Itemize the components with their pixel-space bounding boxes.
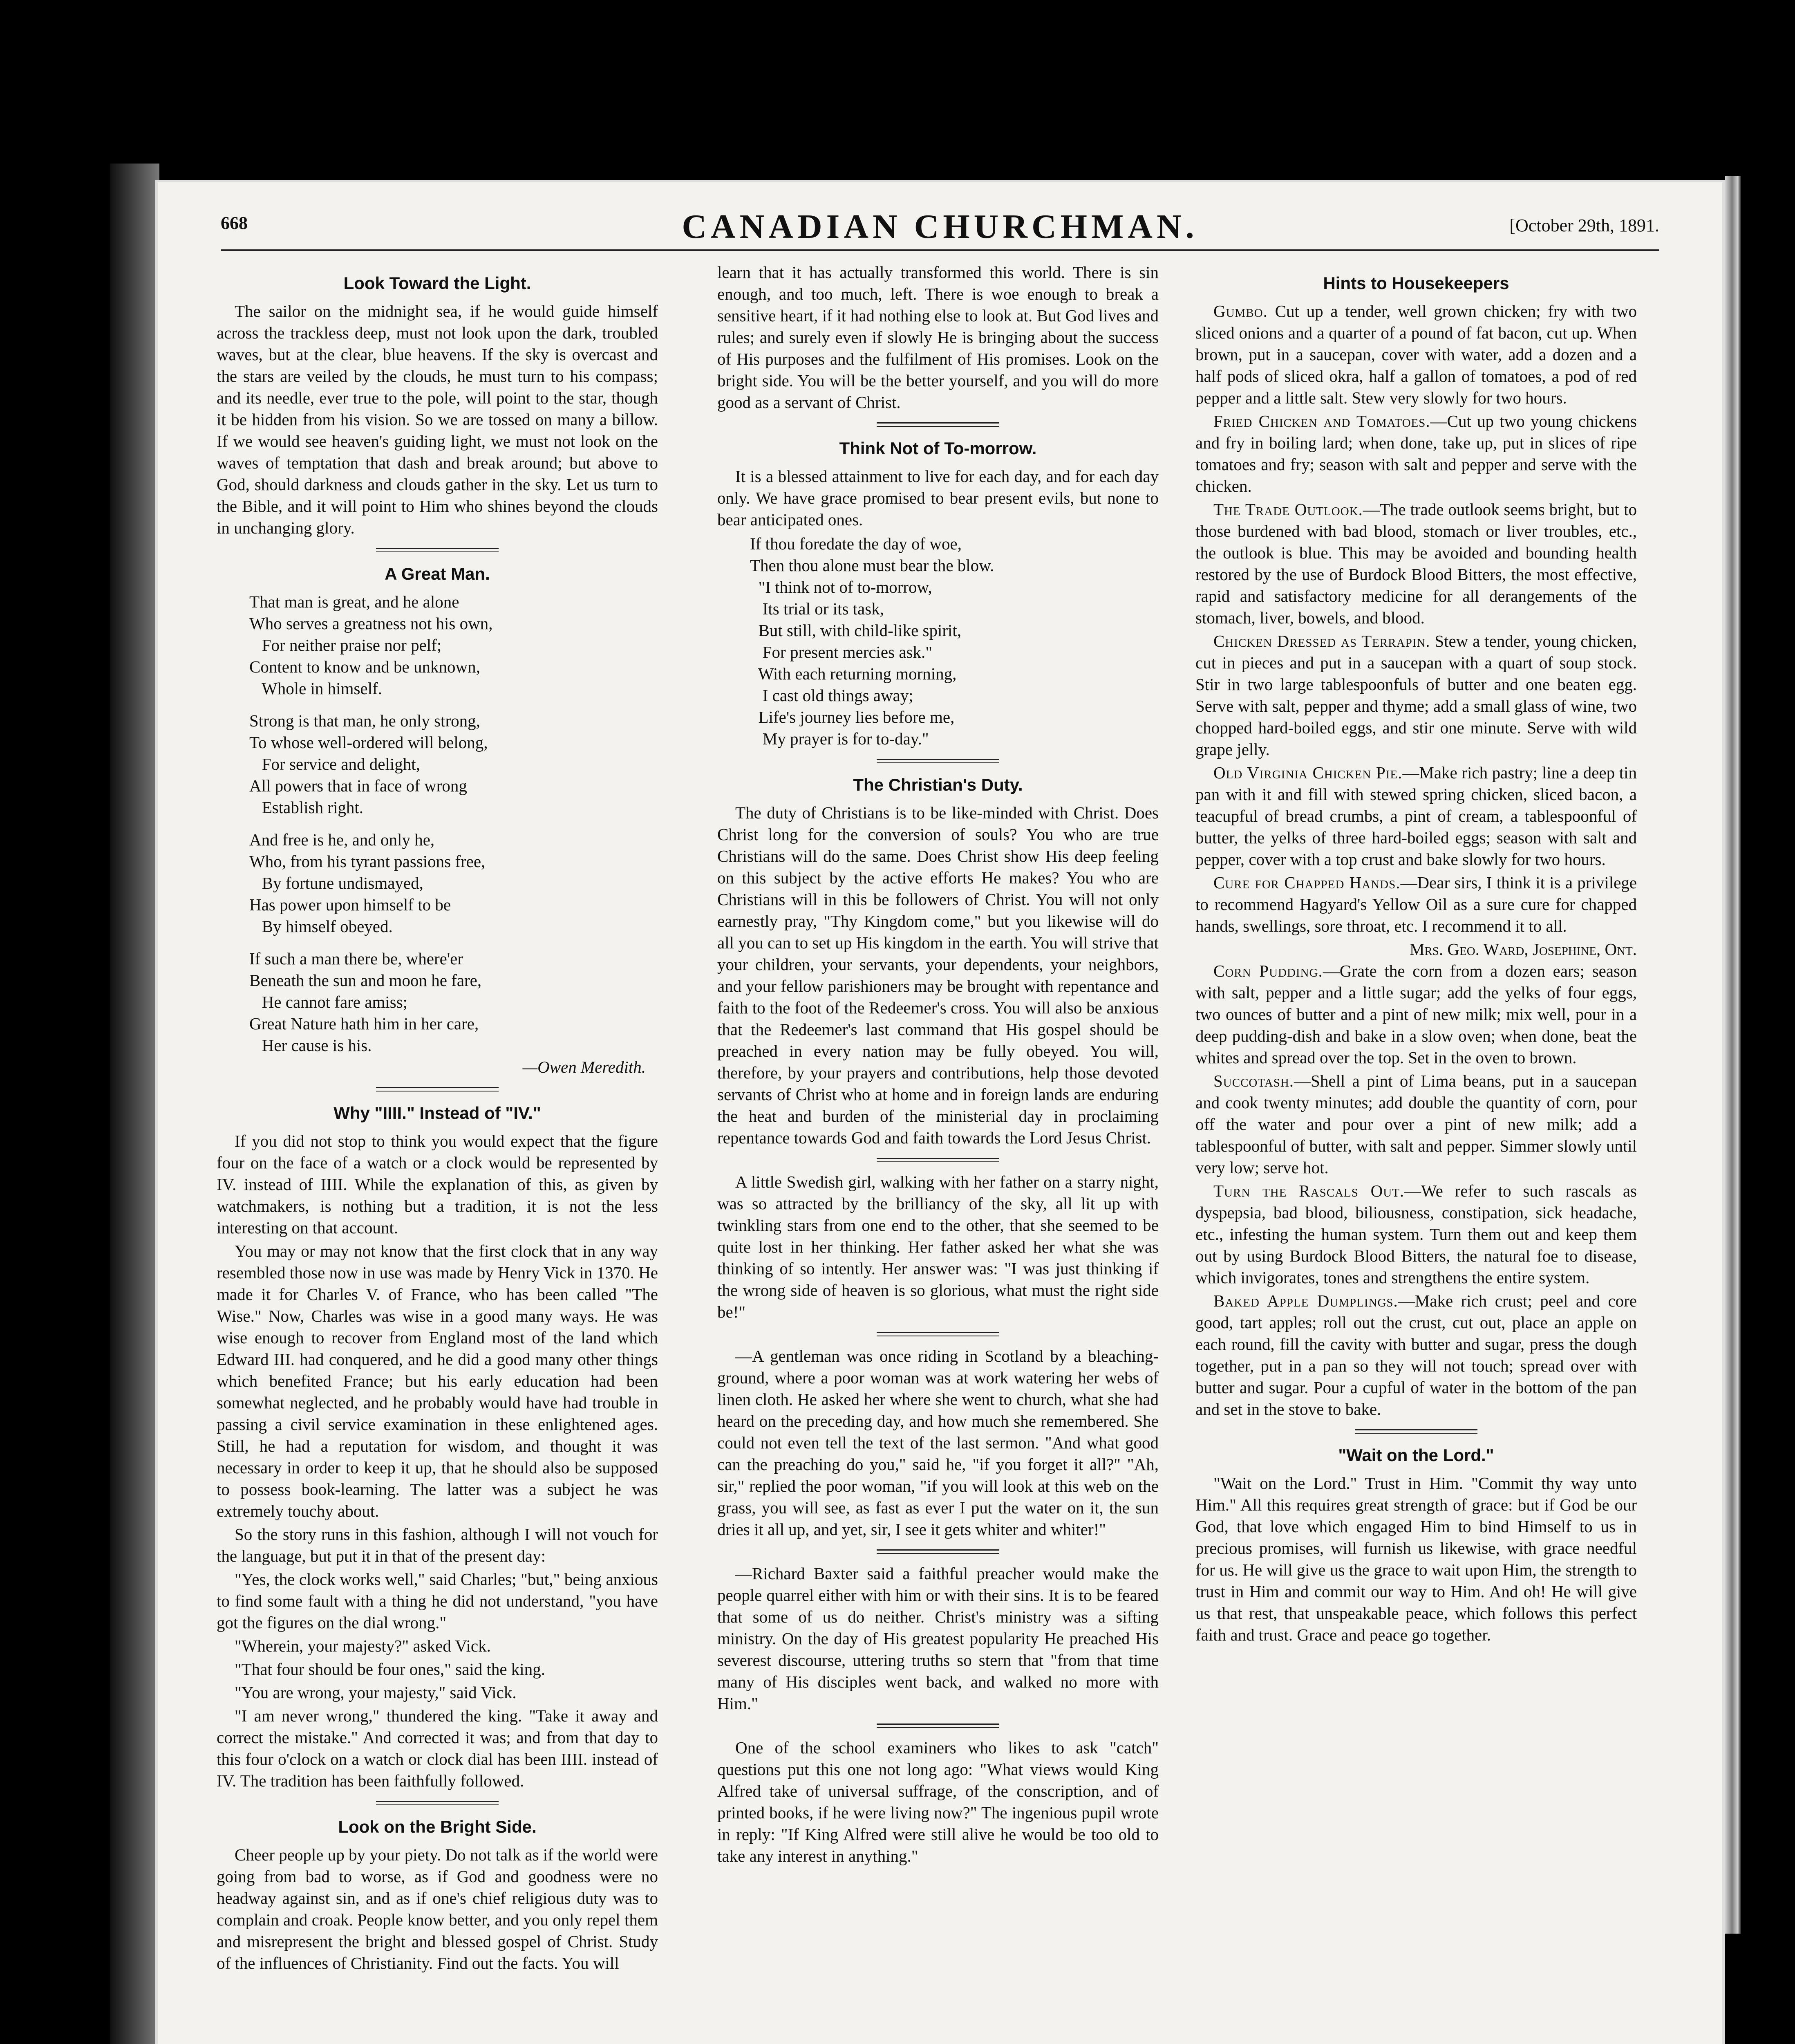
verse-line: Then thou alone must bear the blow. (750, 556, 994, 575)
article-title: "Wait on the Lord." (1338, 1446, 1494, 1465)
column-1 (217, 262, 658, 1976)
recipe-name: The Trade Outlook. (1213, 500, 1363, 519)
page-number: 668 (221, 213, 248, 233)
article-paragraph: A little Swedish girl, walking with her father on a starry night, was so attracted by the brilliancy of the sky, all lit up with twinkling stars from one end to the other, that she seemed to be quite lost in her thinking. Her father asked her what she was thinking of so intently. Her answer was: "I was just thinking if the wrong side of heaven is so glorious, what must the right side be!" (717, 1172, 1159, 1321)
article-paragraph: —A gentleman was once riding in Scotland by a bleaching-ground, where a poor woman was at work watering her webs of linen cloth. He asked her where she went to church, what she had heard on the preceding day, and how much she remembered. She could not even tell the text of the last sermon. "And what good can the preaching do you," said he, "if you forget it all?" "Ah, sir," replied the poor woman, "if you will look at this web on the grass, you will see, as fast as ever I put the water on it, the sun dries it all up, and yet, sir, I see it gets whiter and whiter!" (717, 1347, 1159, 1539)
recipe-text: —Make rich crust; peel and core good, tart apples; roll out the crust, cut out, place an apple on each round, fill the cavity with butter and sugar, press the dough together, put in a pan so they will not touch; spread over with butter and sugar. Pour a cupful of water in the bottom of the pan and set in the stove to bake. (1195, 1291, 1637, 1419)
verse-line: For present mercies ask." (750, 643, 932, 661)
article-paragraph: You may or may not know that the first clock that in any way resembled those now in use was made by Henry Vick in 1370. He made it for Charles V. of France, who has been called "The Wise." Now, Charles was wise in a good many ways. He was wise enough to recover from England most of the land which Edward III. had conquered, and he did a good many other things which benefited France; but his early education had been somewhat neglected, and he probably would have had trouble in passing a civil service examination in these enlightened ages. Still, he had a reputation for wisdom, and thought it was necessary in order to keep it up, that he should also be supposed to possess book-learning. The latter was a subject he was extremely touchy about. (217, 1242, 658, 1520)
column-2 (717, 262, 1159, 1869)
recipe-name: Turn the Rascals Out. (1213, 1181, 1405, 1200)
section-divider (877, 1332, 999, 1336)
continued-paragraph: learn that it has actually transformed this world. There is sin enough, and too much, left. There is woe enough to break a sensitive heart, if it had nothing else to look at. But God lives and rules; and surely even if slowly He is bringing about the success of His purposes and the fulfilment of His promises. Look on the bright side. You will be the better yourself, and you will do more good as a servant of Christ. (717, 263, 1159, 412)
page-header (221, 208, 1659, 246)
verse-line: Beneath the sun and moon he fare, (249, 971, 482, 990)
article-title: Why "IIII." Instead of "IV." (333, 1103, 541, 1123)
recipe-entry (1195, 630, 1637, 760)
article-paragraph: "Wait on the Lord." Trust in Him. "Commit thy way unto Him." All this requires great strength of grace: but if God be our God, that love which engaged Him to bind Himself to us in precious promises, will furnish us likewise, with grace needful for us. He will give us the grace to wait upon Him, the strength to trust in Him and commit our way to Him. And oh! He will give us that rest, that unspeakable peace, which follows this perfect faith and trust. Grace and peace go together. (1195, 1474, 1637, 1644)
article-paragraph: "You are wrong, your majesty," said Vick. (235, 1683, 517, 1702)
section-divider (376, 1801, 499, 1805)
verse-line: Her cause is his. (249, 1036, 372, 1055)
recipe-text: Stew a tender, young chicken, cut in pieces and put in a saucepan with a quart of soup stock. Stir in two large tablespoonfuls of butter and one beaten egg. Serve with salt, pepper and thyme; add a small glass of wine, two chopped hard-boiled eggs, and stir one minute. Serve with wild grape jelly. (1195, 632, 1637, 759)
article-paragraph: "That four should be four ones," said the king. (235, 1660, 545, 1679)
recipe-text: —Make rich pastry; line a deep tin pan with it and fill with stewed spring chicken, sliced bacon, a teacupful of bread crumbs, a pint of cream, a tablespoonful of butter, the yelks of three hard-boiled eggs; season with salt and pepper, cover with a top crust and bake slowly for two hours. (1195, 763, 1637, 869)
article-paragraph: If you did not stop to think you would expect that the figure four on the face of a watch or a clock would be represented by IV. instead of IIII. While the explanation of this, as given by watchmakers, is nothing but a tradition, it is not the less interesting on that account. (217, 1132, 658, 1237)
verse-line: If thou foredate the day of woe, (750, 534, 962, 553)
recipe-entry (1195, 872, 1637, 937)
article-paragraph: Cheer people up by your piety. Do not talk as if the world were going from bad to worse, as if God and goodness were no headway against sin, and as if one's chief religious duty was to complain and croak. People know better, and you only repel them and misrepresent the bright and blessed gospel of Christ. Study of the influences of Christianity. Find out the facts. You will (217, 1845, 658, 1972)
section-divider (877, 759, 999, 763)
verse-line: And free is he, and only he, (249, 830, 435, 849)
verse-line: By fortune undismayed, (249, 874, 423, 892)
recipe-entry (1195, 410, 1637, 497)
article-title: The Christian's Duty. (853, 775, 1023, 794)
recipe-text: —Dear sirs, I think it is a privilege to recommend Hagyard's Yellow Oil as a sure cure for chapped hands, swellings, sore throat, etc. I recommend it to all. (1195, 873, 1637, 935)
recipe-text: —Cut up two young chickens and fry in boiling lard; when done, take up, put in slices of ripe tomatoes and fry; season with salt and pepper and serve with the chicken. (1195, 412, 1637, 495)
section-title: Hints to Housekeepers (1323, 273, 1509, 293)
verse-line: Who, from his tyrant passions free, (249, 852, 486, 871)
recipe-text: —We refer to such rascals as dyspepsia, bad blood, biliousness, constipation, sick headache, etc., infesting the human system. Turn them out and keep them out by using Burdock Blood Bitters, the natural foe to disease, which invigorates, tones and strengthens the entire system. (1195, 1181, 1637, 1287)
article-paragraph: "I am never wrong," thundered the king. "Take it away and correct the mistake." And corrected it was; and from that day to this four o'clock on a watch or clock dial has been IIII. instead of IV. The tradition has been faithfully followed. (217, 1706, 658, 1790)
verse-line: Establish right. (249, 798, 364, 817)
recipe-name: Succotash. (1213, 1071, 1294, 1090)
article-paragraph: The duty of Christians is to be like-minded with Christ. Does Christ long for the conversion of souls? You who are true Christians will do the same. Does Christ show His deep feeling on this subject by the active efforts He makes? You who are Christians will in this be followers of Christ. You will not only earnestly pray, "Thy Kingdom come," but you likewise will do all you can to set up His kingdom in the earth. You will strive that your children, your servants, your dependents, your neighbors, and your fellow parishioners may be brought with repentance and faith to the foot of the Redeemer's cross. You will also be anxious that the Redeemer's last command that His gospel should be preached in every nation may be fully obeyed. You will, therefore, by your prayers and contributions, help those devoted servants of Christ who at home and in foreign lands are enduring the heat and burden of the ministerial day in proclaiming repentance towards God and faith towards the Lord Jesus Christ. (717, 803, 1159, 1147)
book-binding-shadow (110, 164, 159, 2044)
column-3 (1195, 262, 1637, 1647)
section-divider (376, 1087, 499, 1091)
verse-line: "I think not of to-morrow, (750, 578, 932, 596)
recipe-name: Fried Chicken and Tomatoes. (1213, 412, 1430, 430)
verse-line: With each returning morning, (750, 664, 957, 683)
verse-line: Great Nature hath him in her care, (249, 1014, 479, 1033)
section-divider (376, 548, 499, 552)
recipe-entry (1195, 1290, 1637, 1420)
verse-line: By himself obeyed. (249, 917, 393, 936)
poem-attribution: —Owen Meredith. (522, 1058, 646, 1076)
recipe-entry (1195, 1070, 1637, 1179)
page-stack-edge (1725, 176, 1741, 1934)
recipe-name: Baked Apple Dumplings. (1213, 1291, 1398, 1310)
verse-line: Content to know and be unknown, (249, 657, 480, 676)
verse-line: All powers that in face of wrong (249, 776, 467, 795)
section-divider (1355, 1429, 1477, 1434)
recipe-name: Cure for Chapped Hands. (1213, 873, 1401, 892)
article-title: Look Toward the Light. (343, 273, 531, 293)
masthead-title: CANADIAN CHURCHMAN. (682, 208, 1198, 246)
recipe-entry (1195, 960, 1637, 1069)
section-divider (877, 422, 999, 427)
article-paragraph: It is a blessed attainment to live for each day, and for each day only. We have grace promised to bear present evils, but none to bear anticipated ones. (717, 467, 1159, 529)
article-paragraph: So the story runs in this fashion, although I will not vouch for the language, but put it in that of the present day: (217, 1525, 658, 1565)
verse-line: Strong is that man, he only strong, (249, 711, 480, 730)
article-title: Look on the Bright Side. (338, 1817, 537, 1836)
verse-line: For service and delight, (249, 755, 420, 773)
recipe-entry (1195, 1180, 1637, 1289)
stanza-break (249, 699, 658, 710)
verse-line: But still, with child-like spirit, (750, 621, 962, 640)
verse-line: To whose well-ordered will belong, (249, 733, 488, 752)
article-paragraph: The sailor on the midnight sea, if he would guide himself across the trackless deep, must not look upon the dark, troubled waves, but at the clear, blue heavens. If the sky is overcast and the stars are veiled by the clouds, he must turn to his compass; and its needle, ever true to the pole, will point to the star, though it be hidden from his vision. So we are tossed on many a billow. If we would see heaven's guiding light, we must not look on the waves of temptation that dash and break around; but above to God, should darkness and clouds gather in the sky. Let us turn to the Bible, and it will point to Him who shines beyond the clouds in unchanging glory. (217, 302, 658, 537)
section-divider (877, 1549, 999, 1554)
recipe-text: Cut up a tender, well grown chicken; fry with two sliced onions and a quarter of a pound of fat bacon, cut up. When brown, put in a saucepan, cover with water, add a dozen and a half pods of sliced okra, half a gallon of tomatoes, a pod of red pepper and a little salt. Stew very slowly for two hours. (1195, 302, 1637, 407)
verse-line: For neither praise nor pelf; (249, 636, 442, 654)
recipe-entry (1195, 762, 1637, 870)
recipe-entry (1195, 300, 1637, 409)
verse-line: Whole in himself. (249, 679, 382, 698)
poem-verse (249, 591, 658, 1056)
recipe-name: Gumbo. (1213, 302, 1268, 320)
recipe-text: —Grate the corn from a dozen ears; season with salt, pepper and a little sugar; add the yelks of four eggs, two ounces of butter and a pint of new milk; mix well, pour in a deep pudding-dish and bake in a slow oven; when done, beat the whites and spread over the top. Set in the oven to brown. (1195, 961, 1637, 1067)
article-paragraph: "Yes, the clock works well," said Charles; "but," being anxious to find some fault with a thing he did not understand, "you have got the figures on the dial wrong." (217, 1570, 658, 1632)
verse-line: I cast old things away; (750, 686, 913, 705)
issue-date: [October 29th, 1891. (1509, 215, 1659, 235)
testimonial-signer: Mrs. Geo. Ward, Josephine, Ont. (1409, 940, 1637, 959)
recipe-name: Corn Pudding. (1213, 961, 1323, 980)
verse-line: He cannot fare amiss; (249, 993, 408, 1011)
poem-verse (750, 533, 1159, 750)
recipe-text: —Shell a pint of Lima beans, put in a saucepan and cook twenty minutes; add double the quantity of corn, pour off the water and pour over a pint of new milk; add a tablespoonful of butter, with salt and pepper. Simmer slowly until very low; serve hot. (1195, 1071, 1637, 1177)
article-paragraph: "Wherein, your majesty?" asked Vick. (235, 1636, 491, 1655)
verse-line: Has power upon himself to be (249, 895, 451, 914)
verse-line: Life's journey lies before me, (750, 708, 955, 726)
stanza-break (249, 818, 658, 829)
verse-line: My prayer is for to-day." (750, 729, 929, 748)
section-divider (877, 1724, 999, 1728)
header-rule (221, 249, 1659, 251)
verse-line: Its trial or its task, (750, 599, 884, 618)
recipe-name: Old Virginia Chicken Pie. (1213, 763, 1403, 782)
article-title: Think Not of To-morrow. (839, 439, 1037, 458)
article-paragraph: One of the school examiners who likes to ask "catch" questions put this one not long ago: "What views would King Alfred take of universal suffrage, of the conscription, and of printed books, if he were living now?" The ingenious pupil wrote in reply: "If King Alfred were still alive he would be too old to take any interest in anything." (717, 1738, 1159, 1865)
newspaper-page (155, 180, 1725, 2044)
verse-line: That man is great, and he alone (249, 592, 459, 611)
stanza-break (249, 937, 658, 948)
recipe-entry (1195, 499, 1637, 629)
recipe-name: Chicken Dressed as Terrapin. (1213, 632, 1430, 650)
recipe-text: —The trade outlook seems bright, but to those burdened with bad blood, stomach or liver troubles, etc., the outlook is blue. This may be avoided and bounding health restored by the use of Burdock Blood Bitters, the most effective, rapid and satisfactory medicine for all derangements of the stomach, liver, bowels, and blood. (1195, 500, 1637, 627)
verse-line: If such a man there be, where'er (249, 949, 463, 968)
poem-title: A Great Man. (385, 564, 490, 583)
verse-line: Who serves a greatness not his own, (249, 614, 493, 633)
article-paragraph: —Richard Baxter said a faithful preacher would make the people quarrel either with him or with their sins. It is to be feared that some of us do neither. Christ's ministry was a sifting ministry. On the day of His greatest popularity He preached His severest discourse, uttering truths so stern that "from that time many of His disciples went back, and walked no more with Him." (717, 1564, 1159, 1713)
section-divider (877, 1158, 999, 1162)
